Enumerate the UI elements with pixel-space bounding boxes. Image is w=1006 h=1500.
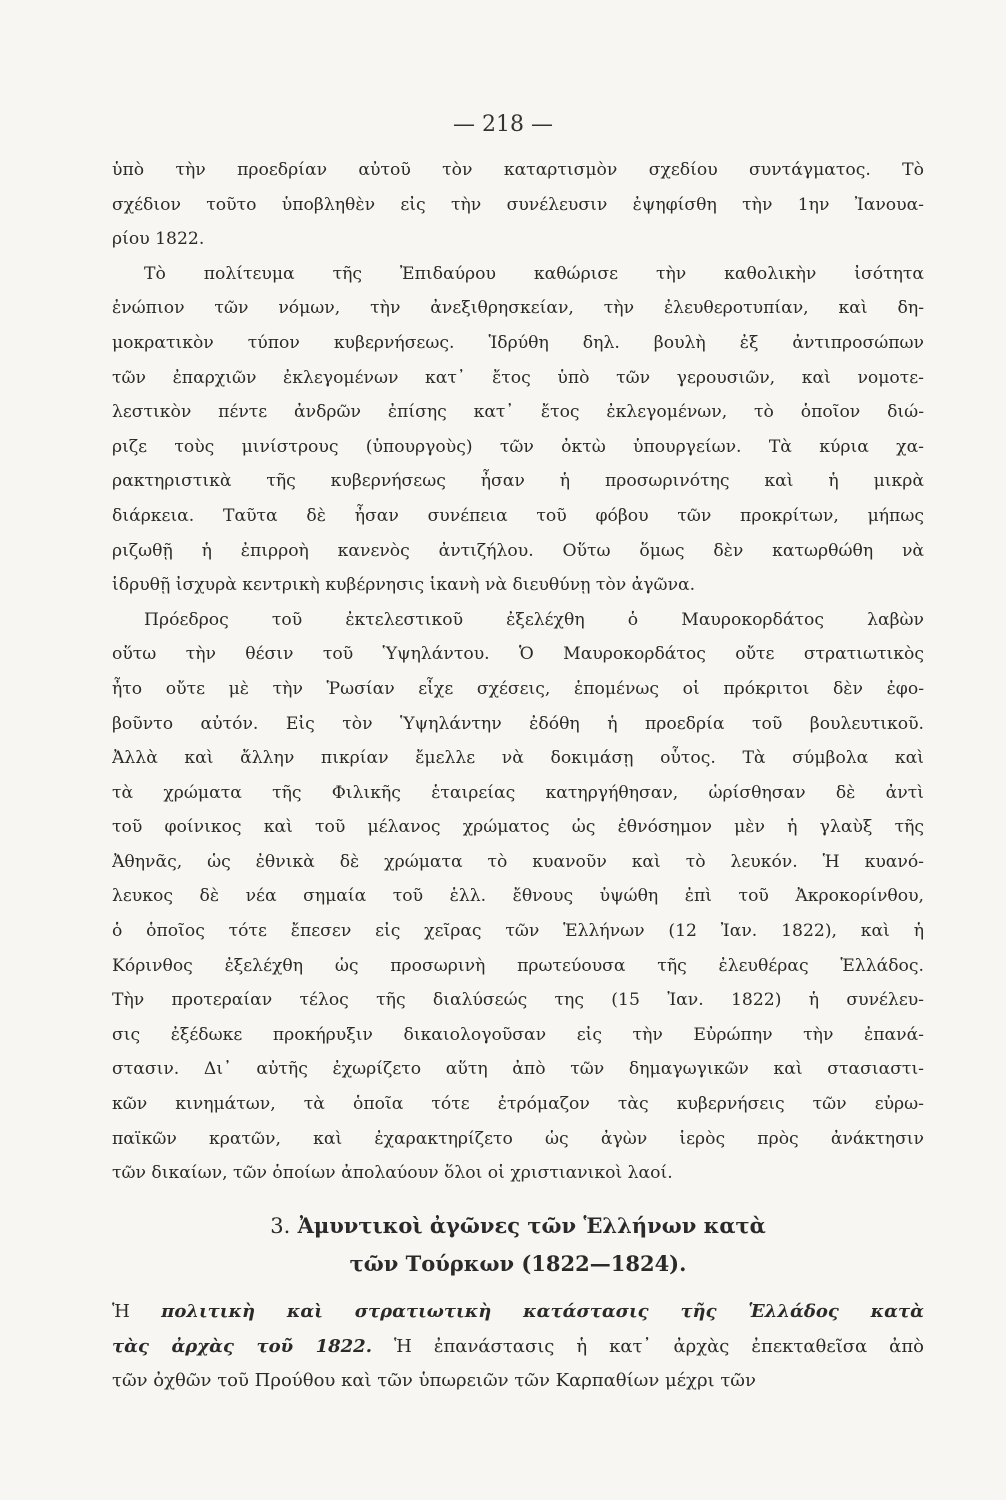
text-line: Κόρινθος ἐξελέχθη ὡς προσωρινὴ πρωτεύουσα τῆς ἐλευθέρας Ἑλλάδος. — [112, 955, 924, 976]
text-line: ριζωθῇ ἡ ἐπιρροὴ κανενὸς ἀντιζήλου. Οὕτω ὅμως δὲν κατωρθώθη νὰ — [112, 540, 924, 561]
text-line: κῶν κινημάτων, τὰ ὁποῖα τότε ἐτρόμαζον τὰς κυβερνήσεις τῶν εὐρω- — [112, 1094, 924, 1115]
text-line: τῶν δικαίων, τῶν ὁποίων ἀπολαύουν ὅλοι οἱ χριστιανικοὶ λαοί. — [112, 1163, 673, 1184]
subsection-prefix: Ἡ — [112, 1301, 130, 1322]
text-line: Ἀλλὰ καὶ ἄλλην πικρίαν ἔμελλε νὰ δοκιμάσῃ οὗτος. Τὰ σύμβολα καὶ — [112, 748, 924, 769]
text-line: ἦτο οὔτε μὲ τὴν Ῥωσίαν εἶχε σχέσεις, ἑπομένως οἱ πρόκριτοι δὲν ἐφο- — [112, 678, 924, 699]
text-line: παϊκῶν κρατῶν, καὶ ἐχαρακτηρίζετο ὡς ἀγὼν ἱερὸς πρὸς ἀνάκτησιν — [112, 1128, 924, 1149]
text-line: Πρόεδρος τοῦ ἐκτελεστικοῦ ἐξελέχθη ὁ Μαυροκορδάτος λαβὼν — [144, 609, 924, 630]
text-line: τοῦ φοίνικος καὶ τοῦ μέλανος χρώματος ὡς ἐθνόσημον μὲν ἡ γλαὺξ τῆς — [112, 817, 924, 838]
text-line: ρίου 1822. — [112, 229, 205, 250]
text-line: τὰ χρώματα τῆς Φιλικῆς ἑταιρείας κατηργήθησαν, ὡρίσθησαν δὲ ἀντὶ — [112, 782, 924, 803]
text-line: ρακτηριστικὰ τῆς κυβερνήσεως ἦσαν ἡ προσωρινότης καὶ ἡ μικρὰ — [112, 471, 924, 492]
subsection-text-part-1: Ἡ ἐπανάστασις ἡ κατ᾿ ἀρχὰς ἐπεκταθεῖσα ἀπὸ — [393, 1335, 924, 1357]
page-number: — 218 — — [453, 112, 553, 137]
text-line: βοῦντο αὐτόν. Εἰς τὸν Ὑψηλάντην ἐδόθη ἡ προεδρία τοῦ βουλευτικοῦ. — [112, 713, 924, 734]
section-heading — [112, 1207, 924, 1283]
text-line: λευκος δὲ νέα σημαία τοῦ ἑλλ. ἔθνους ὑψώθη ἐπὶ τοῦ Ἀκροκορίνθου, — [112, 886, 924, 907]
subsection-line-2 — [112, 1330, 924, 1365]
body-text — [112, 153, 924, 1191]
text-line: μοκρατικὸν τύπον κυβερνήσεως. Ἱδρύθη δηλ. βουλὴ ἐξ ἀντιπροσώπων — [112, 332, 924, 353]
text-line: στασιν. Δι᾿ αὐτῆς ἐχωρίζετο αὕτη ἀπὸ τῶν δημαγωγικῶν καὶ στασιαστι- — [112, 1059, 924, 1080]
text-line: ἱδρυθῇ ἰσχυρὰ κεντρικὴ κυβέρνησις ἱκανὴ νὰ διευθύνῃ τὸν ἀγῶνα. — [112, 575, 696, 596]
text-line: σις ἐξέδωκε προκήρυξιν δικαιολογοῦσαν εἰς τὴν Εὐρώπην τὴν ἐπανά- — [112, 1024, 924, 1045]
text-line: οὕτω τὴν θέσιν τοῦ Ὑψηλάντου. Ὁ Μαυροκορδάτος οὔτε στρατιωτικὸς — [112, 644, 924, 665]
subsection-heading-part-1: πολιτικὴ καὶ στρατιωτικὴ κατάστασις τῆς Ἑλλάδος κατὰ — [161, 1301, 924, 1322]
section-number: 3. — [270, 1214, 291, 1238]
subsection-heading-part-2: τὰς ἀρχὰς τοῦ 1822. — [112, 1335, 372, 1357]
section-title-part-1: Ἀμυντικοὶ ἀγῶνες τῶν Ἑλλήνων κατὰ — [297, 1213, 766, 1238]
text-line: Τὸ πολίτευμα τῆς Ἐπιδαύρου καθώρισε τὴν καθολικὴν ἰσότητα — [144, 263, 924, 284]
subsection-line-3: τῶν ὀχθῶν τοῦ Προύθου καὶ τῶν ὑπωρειῶν τῶν Καρπαθίων μέχρι τῶν — [112, 1370, 756, 1392]
text-line: ριζε τοὺς μινίστρους (ὑπουργοὺς) τῶν ὀκτὼ ὑπουργείων. Τὰ κύρια χα- — [112, 436, 924, 457]
text-line: Τὴν προτεραίαν τέλος τῆς διαλύσεώς της (15 Ἰαν. 1822) ἡ συνέλευ- — [112, 990, 924, 1011]
text-line: σχέδιον τοῦτο ὑποβληθὲν εἰς τὴν συνέλευσιν ἐψηφίσθη τὴν 1ην Ἰανουα- — [112, 194, 924, 215]
text-line: ἐνώπιον τῶν νόμων, τὴν ἀνεξιθρησκείαν, τὴν ἐλευθεροτυπίαν, καὶ δη- — [112, 298, 924, 319]
text-line: ὑπὸ τὴν προεδρίαν αὐτοῦ τὸν καταρτισμὸν σχεδίου συντάγματος. Τὸ — [112, 160, 924, 180]
subsection-line-1 — [112, 1295, 924, 1330]
text-line: ὁ ὁποῖος τότε ἔπεσεν εἰς χεῖρας τῶν Ἑλλήνων (12 Ἰαν. 1822), καὶ ἡ — [112, 921, 924, 942]
text-line: διάρκεια. Ταῦτα δὲ ἦσαν συνέπεια τοῦ φόβου τῶν προκρίτων, μήπως — [112, 505, 924, 526]
subsection — [112, 1295, 924, 1399]
section-title-line-2: τῶν Τούρκων (1822—1824). — [349, 1251, 687, 1276]
text-line: τῶν ἐπαρχιῶν ἐκλεγομένων κατ᾿ ἔτος ὑπὸ τῶν γερουσιῶν, καὶ νομοτε- — [112, 367, 924, 388]
text-line: Ἀθηνᾶς, ὡς ἐθνικὰ δὲ χρώματα τὸ κυανοῦν καὶ τὸ λευκόν. Ἡ κυανό- — [112, 851, 924, 872]
section-title-line-1 — [112, 1207, 924, 1245]
text-line: λεστικὸν πέντε ἀνδρῶν ἐπίσης κατ᾿ ἔτος ἐκλεγομένων, τὸ ὁποῖον διώ- — [112, 402, 924, 423]
